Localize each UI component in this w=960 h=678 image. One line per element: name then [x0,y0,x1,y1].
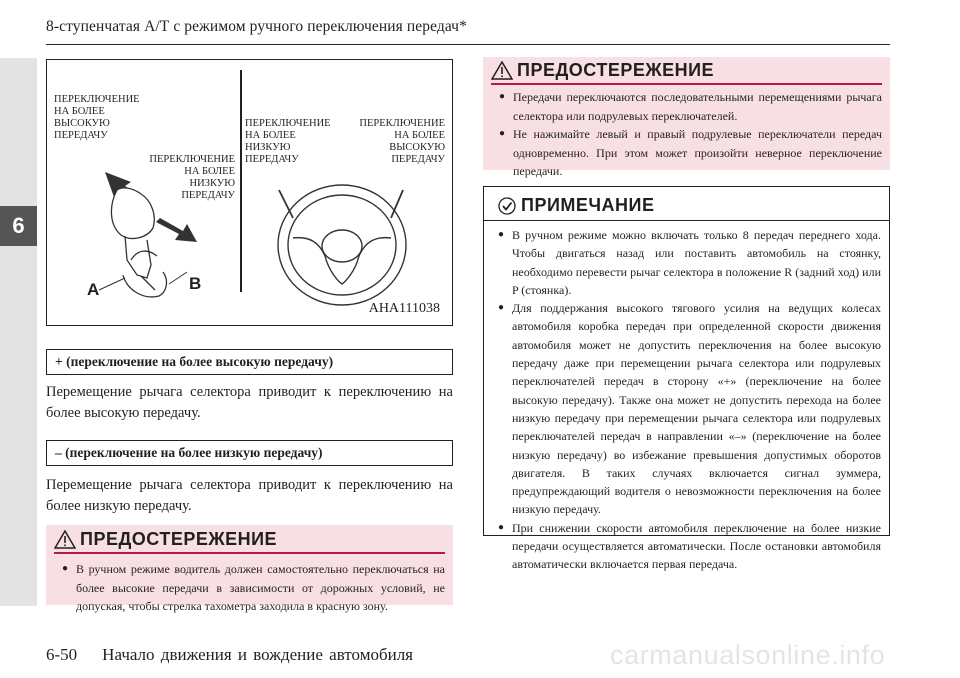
note-item: ● При снижении скорости автомобиля переключение на более низкие передачи осуществляется автоматически. После остановки автомобиля автоматически включается первая передача. [498,519,881,574]
caution-box-left [46,525,453,614]
fig-label-a: A [87,280,100,299]
warning-triangle-icon [54,530,76,549]
page-number: 6-50 [46,645,78,664]
minus-text: Перемещение рычага селектора приводит к переключению на более низкую передачу. [46,477,453,514]
page-footer [46,645,413,665]
shift-figure [46,59,453,326]
section-title: Начало движения и вождение автомобиля [102,645,414,664]
fig-label-right-downshift: ПЕРЕКЛЮЧЕНИЕ НА БОЛЕЕ НИЗКУЮ ПЕРЕДАЧУ [245,118,331,165]
shift-illustration [47,60,452,325]
caution-item: ● Передачи переключаются последовательными перемещениями рычага селектора или подрулевых переключателей. [499,88,882,125]
note-title: ПРИМЕЧАНИЕ [484,187,889,220]
caution-title: ПРЕДОСТЕРЕЖЕНИЕ [483,57,890,83]
downshift-arrow-icon [156,218,197,242]
steering-wheel-icon [278,185,406,305]
fig-label-left-downshift: ПЕРЕКЛЮЧЕНИЕ НА БОЛЕЕ НИЗКУЮ ПЕРЕДАЧУ [149,154,235,201]
caution-title: ПРЕДОСТЕРЕЖЕНИЕ [46,525,453,552]
note-box [483,186,890,572]
fig-label-b: B [189,274,202,293]
fig-label-left-upshift: ПЕРЕКЛЮЧЕНИЕ НА БОЛЕЕ ВЫСОКУЮ ПЕРЕДАЧУ [54,94,140,141]
caution-item: ● В ручном режиме водитель должен самостоятельно переключаться на более высокие передачи в зависимости от дорожных условий, не допуская, чтобы стрелка тахометра заходила в красную зону. [62,560,445,616]
figure-code: AHA111038 [368,301,440,316]
caution-list [483,85,890,181]
plus-text: Перемещение рычага селектора приводит к переключению на более высокую передачу. [46,384,453,421]
note-item: ● Для поддержания высокого тягового усилия на ведущих колесах автомобиля коробка передач при определенной скорости движения автомобиля может не допустить переключения на более высокую передачу даже при перемещении рычага селектора или подрулевых переключателей передач в сторону «+» (переключение на более высокую передачу). Также она может не допустить перехода на более низкую передачу при перемещении рычага селектора или подрулевых переключателей передач в направлении «–» (переключение на более низкую передачу) во избежание превышения допустимых оборотов двигателя. В таких случаях включается сигнал зуммера, предупреждающий водителя о невозможности переключения на более низкую передачу. [498,299,881,519]
plus-heading: + (переключение на более высокую передачу) [46,349,453,375]
caution-box-right [483,57,890,179]
minus-heading: – (переключение на более низкую передачу) [46,440,453,466]
chapter-tab[interactable]: 6 [0,206,37,246]
note-list [484,221,889,574]
note-item: ● В ручном режиме можно включать только 8 передач переднего хода. Чтобы двигаться назад или поставить автомобиль на стоянку, необходимо перевести рычаг селектора в положение R (задний ход) или P (стоянка). [498,226,881,299]
chapter-sidebar [0,58,37,606]
caution-item: ● Не нажимайте левый и правый подрулевые переключатели передач одновременно. При этом может произойти неверное переключение передачи. [499,125,882,181]
watermark: carmanualsonline.info [610,640,886,670]
fig-label-right-upshift: ПЕРЕКЛЮЧЕНИЕ НА БОЛЕЕ ВЫСОКУЮ ПЕРЕДАЧУ [359,118,445,165]
running-header: 8-ступенчатая А/Т с режимом ручного переключения передач* [46,18,467,35]
caution-list [46,554,453,616]
checkmark-icon [498,197,516,215]
warning-triangle-icon [491,61,513,80]
header-rule [46,44,890,45]
